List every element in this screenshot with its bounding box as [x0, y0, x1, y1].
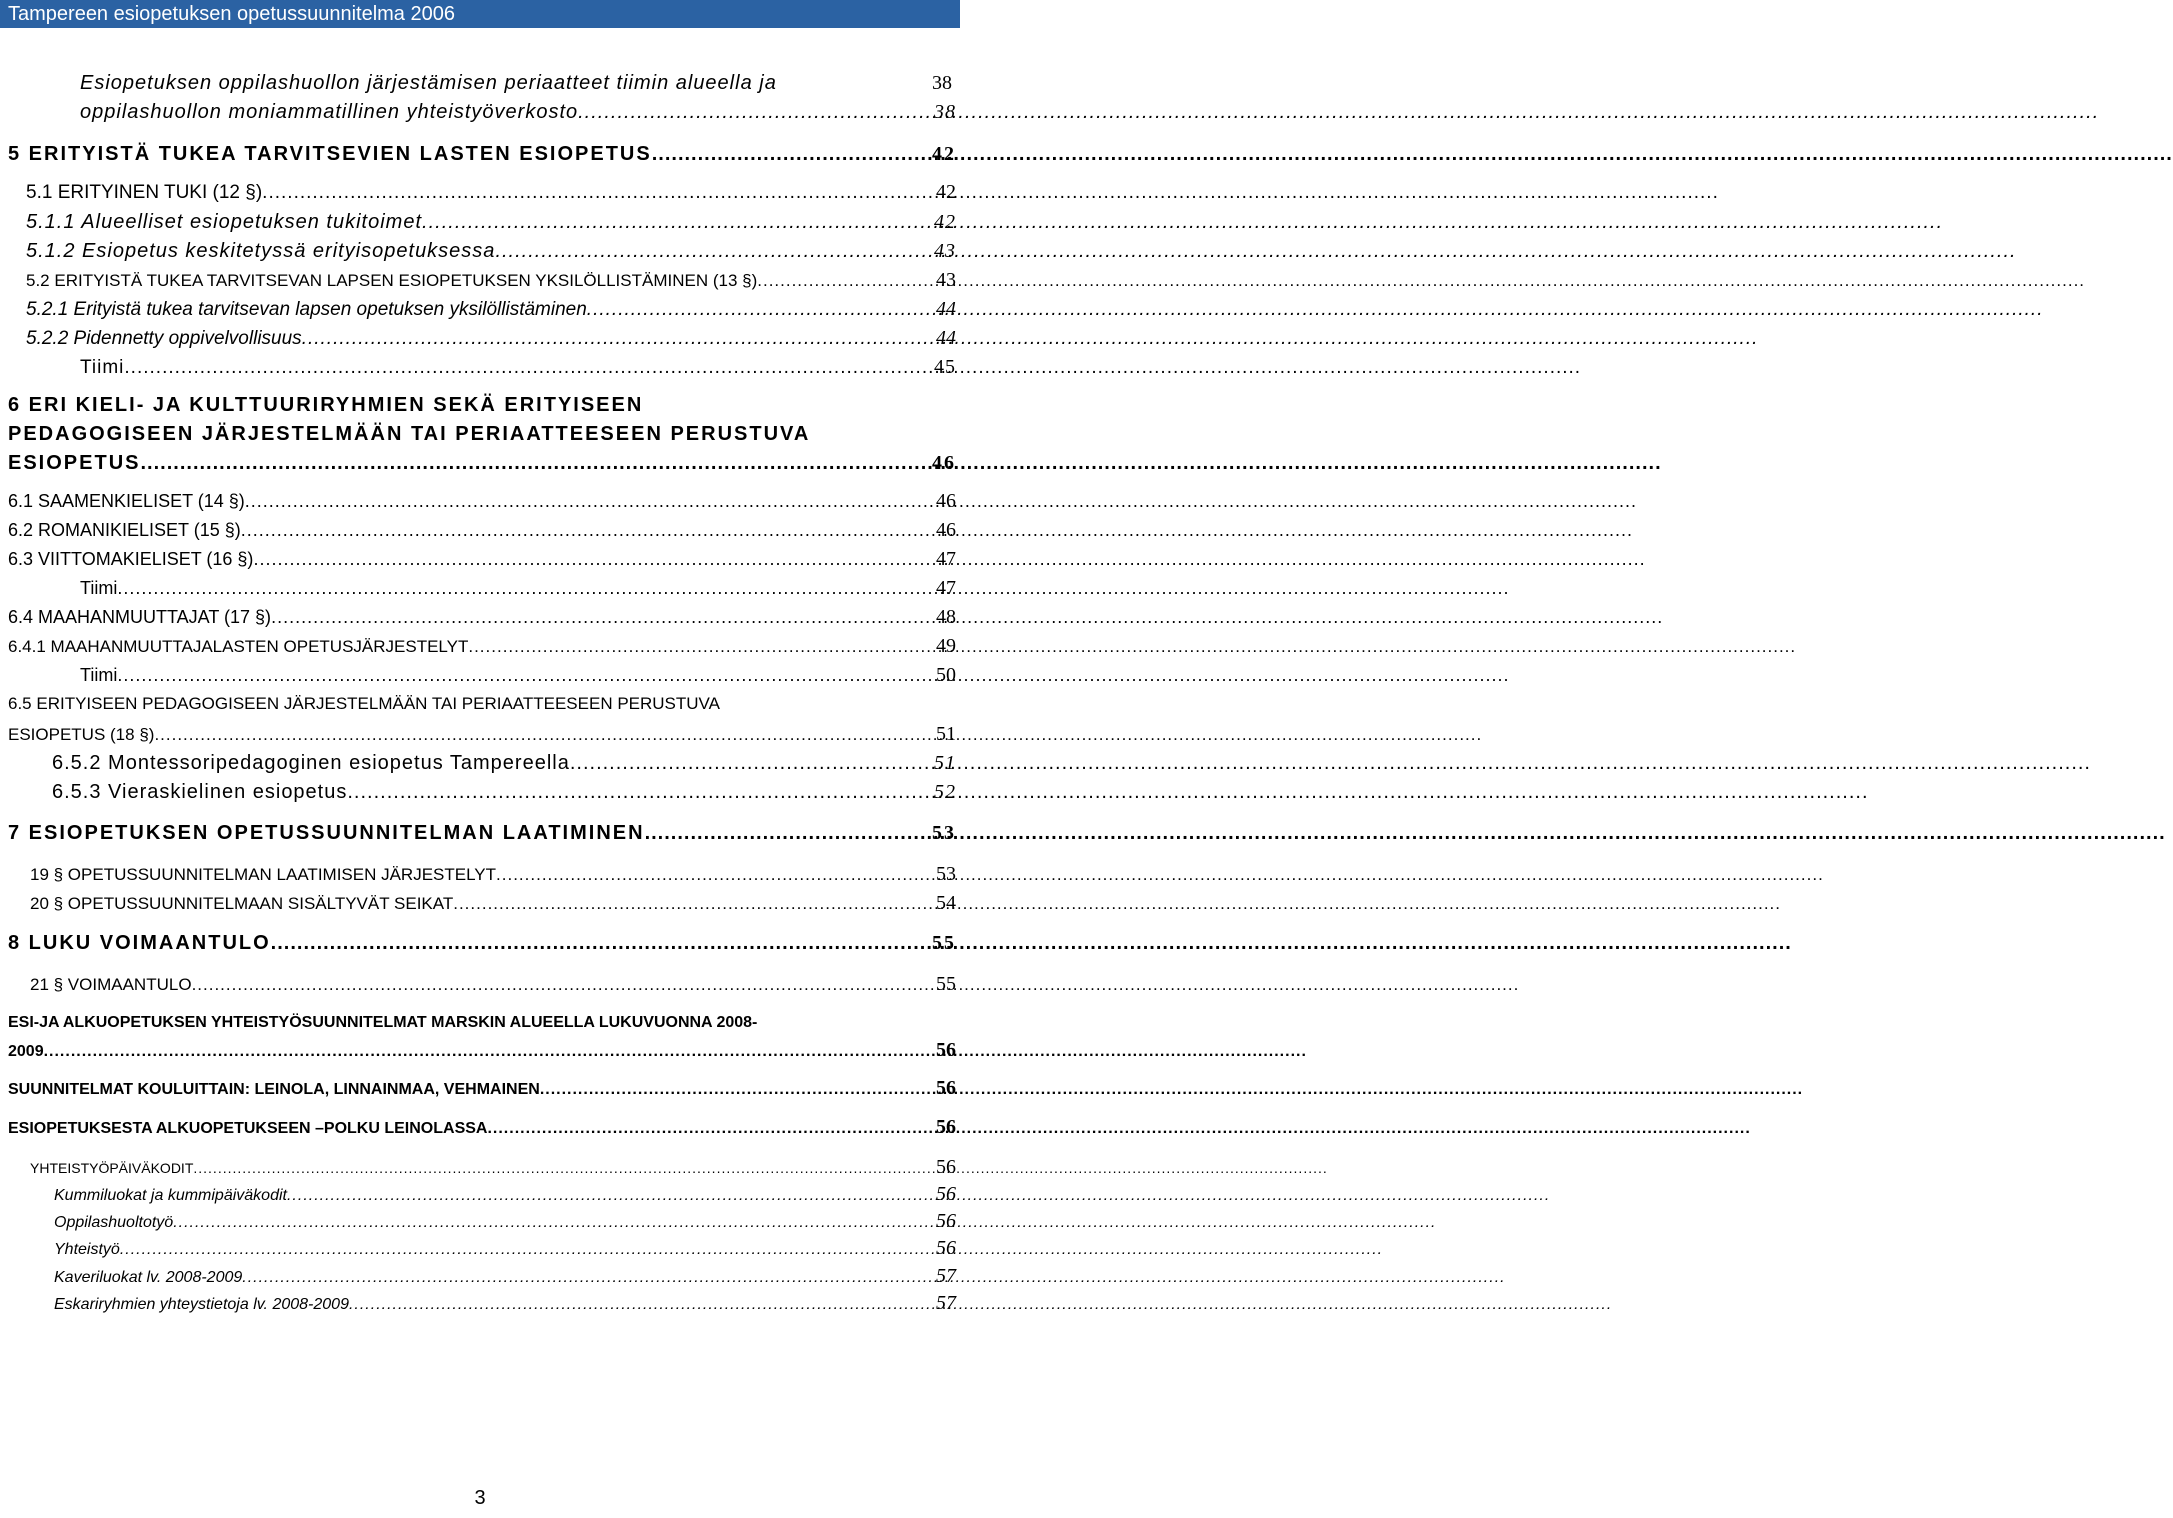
- toc-entry-text: 5.1 ERITYINEN TUKI (12 §): [26, 182, 263, 203]
- toc-page-number: 56: [936, 1237, 956, 1259]
- toc-leader-dots: [117, 578, 934, 599]
- toc-entry-text: Kaveriluokat lv. 2008-2009: [54, 1269, 243, 1286]
- toc-entry-text: 5.1.2 Esiopetus keskitetyssä erityisopetuksessa: [26, 240, 496, 262]
- toc-page-number: 56: [936, 1183, 956, 1205]
- toc-page-number: 48: [936, 606, 956, 628]
- toc-entry-text: Tiimi: [80, 665, 118, 685]
- toc-entry[interactable]: [26, 181, 956, 204]
- toc-entry-text: 19 § OPETUSSUUNNITELMAN LAATIMISEN JÄRJESTELYT: [30, 865, 497, 884]
- toc-page-number: 51: [934, 752, 956, 774]
- toc-leader-dots: [453, 894, 934, 914]
- toc-entry[interactable]: [8, 723, 956, 746]
- toc-page-number: 55: [932, 932, 956, 954]
- toc-entry[interactable]: [8, 1039, 956, 1062]
- toc-entry-line: [8, 394, 643, 417]
- toc-entry-line: [80, 72, 777, 95]
- toc-page-number: 56: [936, 1116, 956, 1138]
- toc-leader-dots: [302, 328, 934, 350]
- toc-page-number: 56: [936, 1077, 956, 1099]
- toc-page-number: 56: [936, 1156, 956, 1178]
- toc-page-number: 42: [932, 143, 956, 165]
- page-number: [0, 1487, 960, 1510]
- toc-page-number: 53: [932, 822, 956, 844]
- toc-leader-dots: [140, 452, 930, 475]
- toc-page-number: 55: [936, 973, 956, 995]
- toc-leader-dots: [487, 1120, 934, 1138]
- toc-page-number: 52: [934, 781, 956, 803]
- toc-entry-text: ESIOPETUS: [8, 452, 141, 474]
- toc-entry-text: 5.2.1 Erityistä tukea tarvitsevan lapsen opetuksen yksilöllistäminen: [26, 299, 587, 320]
- toc-entry[interactable]: [30, 892, 956, 915]
- toc-entry[interactable]: [30, 1156, 956, 1179]
- toc-entry-page: [932, 72, 952, 95]
- toc-leader-dots: [120, 1241, 934, 1259]
- toc-leader-dots: [422, 211, 932, 234]
- toc-entry-text: 6.2 ROMANIKIELISET (15 §): [8, 520, 241, 540]
- toc-entry-text: ESI-JA ALKUOPETUKSEN YHTEISTYÖSUUNNITELMAT MARSKIN ALUEELLA LUKUVUONNA 2008-: [8, 1014, 758, 1031]
- toc-entry[interactable]: [54, 1292, 956, 1315]
- toc-entry[interactable]: [8, 932, 956, 955]
- page-number-text: 3: [474, 1487, 486, 1509]
- toc-page-number: 46: [932, 452, 956, 474]
- toc-leader-dots: [173, 1214, 934, 1232]
- toc-entry-text: Yhteistyö: [54, 1241, 120, 1258]
- toc-page-number: 44: [936, 298, 956, 320]
- toc-leader-dots: [645, 822, 930, 845]
- toc-entry-text: 6 ERI KIELI- JA KULTTUURIRYHMIEN SEKÄ ERITYISEEN: [8, 394, 644, 416]
- toc-leader-dots: [578, 101, 932, 124]
- toc-entry-text: 6.4.1 MAAHANMUUTTAJALASTEN OPETUSJÄRJESTELYT: [8, 637, 469, 656]
- toc-entry[interactable]: [54, 1210, 956, 1233]
- toc-entry-text: ESIOPETUKSESTA ALKUOPETUKSEEN –POLKU LEINOLASSA: [8, 1120, 488, 1137]
- toc-page-number: 56: [936, 1039, 956, 1061]
- toc-entry[interactable]: [8, 490, 956, 513]
- toc-entry-text: SUUNNITELMAT KOULUITTAIN: LEINOLA, LINNAINMAA, VEHMAINEN: [8, 1081, 540, 1098]
- toc-entry-text: 2009: [8, 1043, 44, 1060]
- toc-entry-line: [8, 423, 810, 446]
- toc-entry-text: 8 LUKU VOIMAANTULO: [8, 932, 271, 954]
- toc-page-number: 44: [936, 327, 956, 349]
- toc-leader-dots: [540, 1081, 934, 1099]
- toc-leader-dots: [652, 143, 930, 166]
- toc-entry-text: 6.5.3 Vieraskielinen esiopetus: [52, 781, 348, 803]
- toc-entry[interactable]: [52, 752, 956, 775]
- toc-entry-text: ESIOPETUS (18 §): [8, 725, 155, 744]
- toc-entry[interactable]: [26, 211, 956, 234]
- toc-entry[interactable]: [80, 101, 956, 124]
- toc-entry-text: oppilashuollon moniammatillinen yhteistyöverkosto: [80, 101, 579, 123]
- toc-entry-text: 6.1 SAAMENKIELISET (14 §): [8, 491, 245, 511]
- toc-entry[interactable]: [8, 635, 956, 658]
- toc-leader-dots: [468, 637, 934, 657]
- toc-entry[interactable]: [26, 298, 956, 321]
- toc-entry-text: 6.5.2 Montessoripedagoginen esiopetus Tampereella: [52, 752, 570, 774]
- toc-entry[interactable]: [26, 269, 956, 292]
- toc-page-number: 47: [936, 548, 956, 570]
- toc-entry[interactable]: [30, 973, 956, 996]
- toc-page-number: 43: [934, 240, 956, 262]
- toc-page-number: 38: [934, 101, 956, 123]
- toc-leader-dots: [193, 1160, 934, 1176]
- toc-entry-line: [8, 1014, 757, 1032]
- toc-leader-dots: [271, 932, 930, 955]
- toc-leader-dots: [349, 1296, 934, 1314]
- table-of-contents: [0, 0, 960, 1518]
- toc-page-number: 45: [934, 356, 956, 378]
- toc-leader-dots: [495, 240, 932, 263]
- toc-entry[interactable]: [30, 863, 956, 886]
- toc-page-number: 46: [936, 519, 956, 541]
- toc-page-number: 42: [936, 181, 956, 203]
- toc-entry[interactable]: [8, 606, 956, 629]
- toc-entry[interactable]: [80, 664, 956, 687]
- toc-entry[interactable]: [8, 519, 956, 542]
- toc-page-number: 57: [936, 1292, 956, 1314]
- toc-entry[interactable]: [8, 1077, 956, 1100]
- toc-leader-dots: [154, 725, 934, 745]
- toc-entry-text: Tiimi: [80, 578, 118, 598]
- toc-leader-dots: [347, 781, 932, 804]
- toc-leader-dots: [44, 1043, 934, 1061]
- toc-entry[interactable]: [52, 781, 956, 804]
- toc-entry-text: Tiimi: [80, 357, 125, 378]
- toc-entry[interactable]: [26, 327, 956, 350]
- toc-leader-dots: [124, 357, 932, 379]
- toc-entry[interactable]: [80, 577, 956, 600]
- toc-entry[interactable]: [80, 356, 956, 379]
- toc-leader-dots: [117, 665, 934, 686]
- toc-entry[interactable]: [54, 1183, 956, 1206]
- toc-leader-dots: [242, 1269, 934, 1287]
- toc-entry-text: 7 ESIOPETUKSEN OPETUSSUUNNITELMAN LAATIMINEN: [8, 822, 645, 844]
- toc-leader-dots: [253, 549, 934, 570]
- toc-leader-dots: [241, 520, 934, 541]
- toc-leader-dots: [496, 865, 934, 885]
- toc-leader-dots: [287, 1187, 934, 1205]
- toc-entry[interactable]: [54, 1265, 956, 1288]
- toc-entry-text: 5.2 ERITYISTÄ TUKEA TARVITSEVAN LAPSEN ESIOPETUKSEN YKSILÖLLISTÄMINEN (13 §): [26, 271, 758, 290]
- toc-entry-text: 5 ERITYISTÄ TUKEA TARVITSEVIEN LASTEN ESIOPETUS: [8, 143, 652, 165]
- toc-leader-dots: [192, 975, 934, 995]
- toc-entry-text: Kummiluokat ja kummipäiväkodit: [54, 1187, 287, 1204]
- toc-page-number: 42: [934, 211, 956, 233]
- toc-page-number: 56: [936, 1210, 956, 1232]
- toc-page-number: 47: [936, 577, 956, 599]
- toc-entry-text: 5.2.2 Pidennetty oppivelvollisuus: [26, 328, 302, 349]
- toc-page-number: 46: [936, 490, 956, 512]
- toc-entry-line: [8, 694, 720, 714]
- toc-entry-text: Oppilashuoltotyö: [54, 1214, 174, 1231]
- toc-entry[interactable]: [26, 240, 956, 263]
- document-title: Tampereen esiopetuksen opetussuunnitelma 2006: [8, 3, 455, 25]
- toc-entry-text: 5.1.1 Alueelliset esiopetuksen tukitoimet: [26, 211, 423, 233]
- toc-page-number: 54: [936, 892, 956, 914]
- toc-entry-text: Esiopetuksen oppilashuollon järjestämisen periaatteet tiimin alueella ja: [80, 72, 777, 94]
- toc-entry[interactable]: [8, 822, 956, 845]
- toc-entry-text: 6.5 ERITYISEEN PEDAGOGISEEN JÄRJESTELMÄÄN TAI PERIAATTEESEEN PERUSTUVA: [8, 694, 720, 713]
- toc-leader-dots: [262, 182, 934, 204]
- toc-leader-dots: [570, 752, 932, 775]
- toc-leader-dots: [245, 491, 934, 512]
- toc-entry-text: Eskariryhmien yhteystietoja lv. 2008-2009: [54, 1296, 349, 1313]
- toc-entry-text: 6.3 VIITTOMAKIELISET (16 §): [8, 549, 254, 569]
- toc-entry-text: PEDAGOGISEEN JÄRJESTELMÄÄN TAI PERIAATTEESEEN PERUSTUVA: [8, 423, 811, 445]
- toc-entry-text: 6.4 MAAHANMUUTTAJAT (17 §): [8, 607, 272, 627]
- toc-page-number: 38: [932, 72, 952, 94]
- toc-page-number: 50: [936, 664, 956, 686]
- toc-page-number: 53: [936, 863, 956, 885]
- toc-entry[interactable]: [8, 452, 956, 475]
- toc-entry-text: YHTEISTYÖPÄIVÄKODIT: [30, 1160, 194, 1176]
- toc-entry[interactable]: [8, 548, 956, 571]
- toc-entry[interactable]: [54, 1237, 956, 1260]
- toc-page-number: 49: [936, 635, 956, 657]
- toc-entry-text: 21 § VOIMAANTULO: [30, 975, 192, 994]
- toc-leader-dots: [757, 271, 934, 291]
- toc-entry[interactable]: [8, 143, 956, 166]
- toc-entry[interactable]: [8, 1116, 956, 1139]
- toc-page-number: 57: [936, 1265, 956, 1287]
- toc-entry-text: 20 § OPETUSSUUNNITELMAAN SISÄLTYVÄT SEIKAT: [30, 894, 454, 913]
- toc-page-number: 43: [936, 269, 956, 291]
- toc-page-number: 51: [936, 723, 956, 745]
- toc-leader-dots: [587, 299, 934, 321]
- toc-leader-dots: [271, 607, 934, 628]
